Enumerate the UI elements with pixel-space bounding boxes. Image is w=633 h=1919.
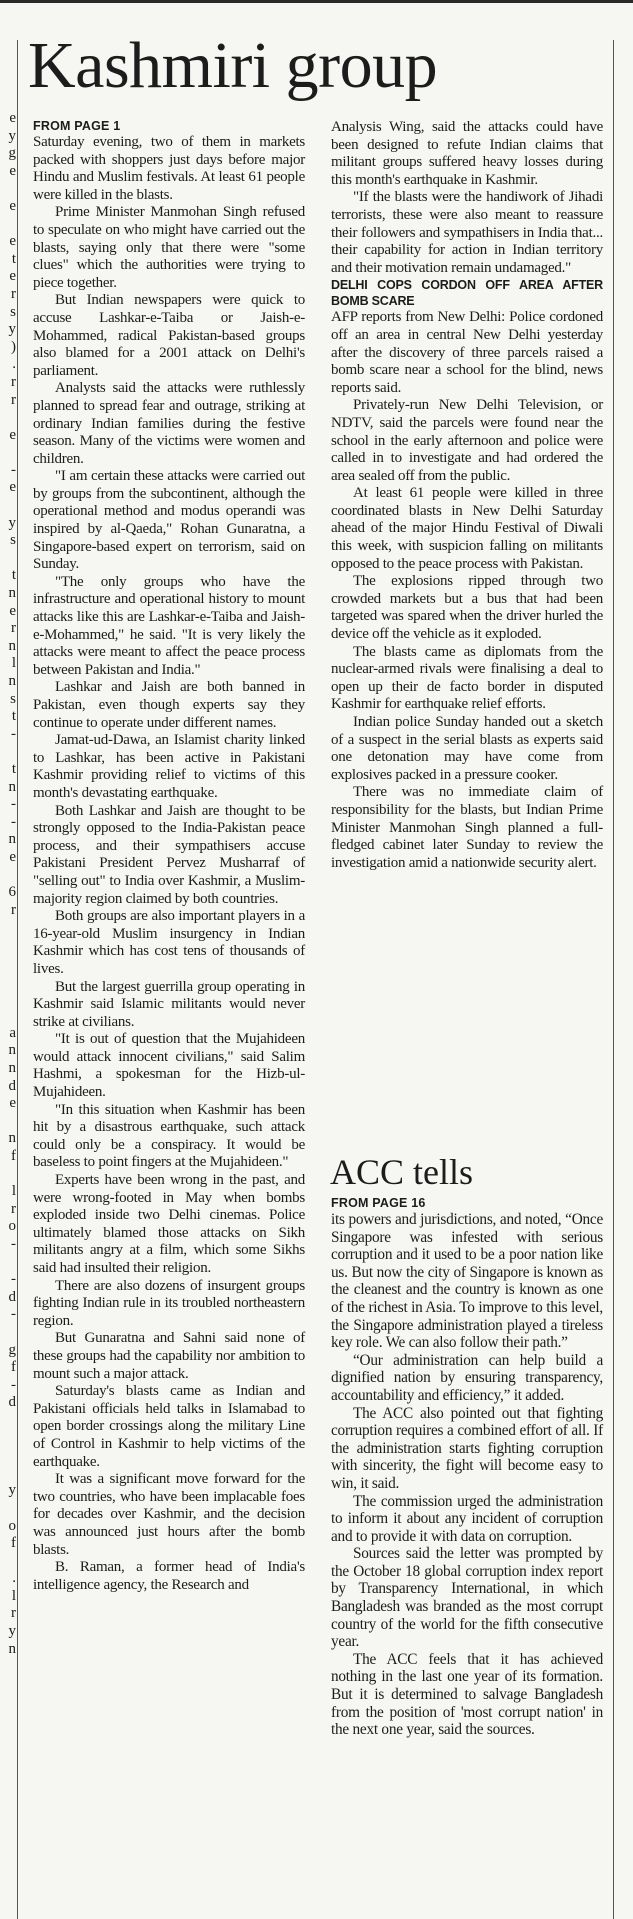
fragment-letter [2, 444, 16, 462]
fragment-letter: n [8, 1060, 16, 1077]
fragment-letter: l [11, 1183, 16, 1200]
story1-column-1 [33, 119, 305, 1594]
fragment-letter: e [9, 602, 16, 619]
paragraph: Both groups are also important players in a 16-year-old Muslim insurgency in Indian Kashmir which has cost tens of thousands of lives. [33, 908, 305, 977]
fragment-letter: f [11, 1535, 16, 1552]
fragment-letter: . [12, 356, 16, 373]
fragment-letter [2, 497, 16, 515]
fragment-letter: y [8, 514, 16, 531]
fragment-letter: e [9, 479, 16, 496]
fragment-letter [2, 990, 16, 1008]
fragment-letter: y [8, 321, 16, 338]
paragraph: The blasts came as diplomats from the nuclear-armed rivals were finalising a deal to open up their de facto border in disputed Kashmir for earthquake relief efforts. [331, 643, 603, 713]
story2-body [331, 1211, 603, 1739]
fragment-letter: t [11, 760, 16, 777]
fragment-letter [2, 1113, 16, 1131]
page-top-border [0, 0, 633, 3]
fragment-letter: - [11, 1271, 16, 1288]
fragment-letter: t [11, 567, 16, 584]
fragment-letter: g [8, 145, 16, 162]
paragraph: "If the blasts were the handiwork of Jihadi terrorists, these were also meant to reassure their followers and sympathisers in India that... their capability for action in Indian territory and their motivation remain undamaged." [331, 189, 603, 276]
fragment-letter: - [11, 796, 16, 813]
jump-kicker: FROM PAGE 1 [33, 119, 121, 133]
story2-column [331, 1196, 603, 1739]
fragment-letter: n [8, 1042, 16, 1059]
paragraph: Lashkar and Jaish are both banned in Pakistan, even though experts say they continue to operate under different names. [33, 679, 305, 731]
jump-kicker: FROM PAGE 16 [331, 1196, 426, 1210]
paragraph: Prime Minister Manmohan Singh refused to speculate on who might have carried out the blasts, saying only that there were "some clues" which the authorities were trying to piece together. [33, 204, 305, 291]
fragment-letter: e [9, 268, 16, 285]
fragment-letter [2, 1430, 16, 1448]
paragraph: But Gunaratna and Sahni said none of these groups had the capability nor ambition to mount such a major attack. [33, 1330, 305, 1382]
fragment-letter: r [11, 391, 16, 408]
headline-acc-tells: ACC tells [330, 1152, 474, 1192]
fragment-letter: r [11, 285, 16, 302]
story1-col1-body [33, 134, 305, 1594]
paragraph: Analysts said the attacks were ruthlessly planned to spread fear and outrage, striking at ordinary Indian families during the festive season. Many of the victims were women and children. [33, 380, 305, 467]
fragment-letter: n [8, 778, 16, 795]
fragment-letter: e [9, 162, 16, 179]
paragraph: Saturday evening, two of them in markets packed with shoppers just days before major Hindu and Muslim festivals. At least 61 people were killed in the blasts. [33, 134, 305, 203]
fragment-letter: t [11, 708, 16, 725]
paragraph: Both Lashkar and Jaish are thought to be strongly opposed to the India-Pakistan peace process, and their sympathisers accuse Pakistani President Pervez Musharraf of "selling out" to India over Kashmir, a Muslim-majority region claimed by both countries. [33, 802, 305, 907]
fragment-letter: - [11, 1376, 16, 1393]
fragment-letter [2, 867, 16, 885]
paragraph: "I am certain these attacks were carried out by groups from the subcontinent, although the operational method and modus operandi was inspired by al-Qaeda," Rohan Gunaratna, a Singapore-based expert on terrorism, said on Sunday. [33, 468, 305, 573]
fragment-letter: - [11, 461, 16, 478]
paragraph: The commission urged the administration to inform it about any incident of corruption and to provide it with data on corruption. [331, 1492, 603, 1545]
fragment-letter [2, 1553, 16, 1571]
paragraph: It was a significant move forward for the two countries, who have been implacable foes for decades over Kashmir, and the decision was announced just hours after the bomb blasts. [33, 1471, 305, 1558]
fragment-letter [2, 1254, 16, 1272]
paragraph: “Our administration can help build a dignified nation by ensuring transparency, accountability and efficiency,” it added. [331, 1351, 603, 1404]
fragment-letter: e [9, 110, 16, 126]
fragment-letter: n [8, 1640, 16, 1657]
fragment-letter: s [10, 532, 16, 549]
fragment-letter: - [11, 725, 16, 742]
fragment-letter: n [8, 637, 16, 654]
paragraph: Jamat-ud-Dawa, an Islamist charity linked to Lashkar, has been active in Pakistani Kashmir providing relief to victims of this month's devastating earthquake. [33, 732, 305, 801]
column-divider-left [17, 40, 18, 1919]
story1-column-2 [331, 119, 603, 872]
fragment-letter: f [11, 1359, 16, 1376]
fragment-letter [2, 919, 16, 937]
fragment-letter: r [11, 620, 16, 637]
fragment-letter: ) [11, 338, 16, 355]
fragment-letter [2, 743, 16, 761]
headline-kashmiri-group: Kashmiri group [28, 29, 438, 102]
paragraph: "It is out of question that the Mujahideen would attack innocent civilians," said Salim Hashmi, a spokesman for the Hizb-ul-Mujahideen. [33, 1031, 305, 1101]
story1-col2-body [331, 119, 603, 277]
fragment-letter: n [8, 831, 16, 848]
fragment-letter: e [9, 426, 16, 443]
paragraph: Analysis Wing, said the attacks could have been designed to refute Indian claims that militant groups suffered heavy losses during this month's earthquake in Kashmir. [331, 119, 603, 188]
fragment-letter [2, 409, 16, 427]
fragment-letter: y [8, 127, 16, 144]
fragment-letter: d [8, 1394, 16, 1411]
fragment-letter: n [8, 585, 16, 602]
fragment-letter [2, 1166, 16, 1184]
fragment-letter [2, 216, 16, 234]
paragraph: At least 61 people were killed in three coordinated blasts in New Delhi Saturday ahead of the major Hindu Festival of Diwali this week, with suspicion falling on militants opposed to the peace process with Pakistan. [331, 485, 603, 572]
fragment-letter [2, 955, 16, 973]
paragraph: The ACC also pointed out that fighting corruption requires a combined effort of all. If the administration starts fighting corruption with sincerity, the fight will become easy to win, it said. [331, 1404, 603, 1492]
fragment-letter: - [11, 813, 16, 830]
fragment-letter: e [9, 197, 16, 214]
paragraph: But the largest guerrilla group operating in Kashmir said Islamic militants would never strike at civilians. [33, 978, 305, 1030]
paragraph: The explosions ripped through two crowded markets but a bus that had been targeted was spared when the driver hurled the device off the vehicle as it exploded. [331, 573, 603, 643]
fragment-letter: e [9, 1095, 16, 1112]
fragment-letter [2, 1447, 16, 1465]
paragraph: Privately-run New Delhi Television, or NDTV, said the parcels were found near the school in the early afternoon and police were called in to investigate and had ordered the area sealed off from the public. [331, 397, 603, 484]
fragment-letter [2, 180, 16, 198]
fragment-letter [2, 1465, 16, 1483]
paragraph: Sources said the letter was prompted by the October 18 global corruption index report by Transparency International, in which Bangladesh was branded as the most corrupt country of the world for the fifth consecutive year. [331, 1545, 603, 1651]
fragment-letter: o [8, 1218, 16, 1235]
paragraph: The ACC feels that it has achieved nothing in the last one year of its formation. But it is determined to salvage Bangladesh from the position of 'most corrupt nation' in the next one year, said the sources. [331, 1650, 603, 1739]
fragment-letter [2, 550, 16, 568]
paragraph: Experts have been wrong in the past, and were wrong-footed in May when bombs exploded inside two Delhi cinemas. Police ultimately blamed those attacks on Sikh militants angry at a film, which some Sikhs said had insulted their religion. [33, 1172, 305, 1276]
paragraph: its powers and jurisdictions, and noted, “Once Singapore was infested with serious corruption and it used to be a poor nation like us. But now the city of Singapore is known as the cleanest and the country is known as one of the richest in Asia. To improve to this level, the Singapore administration played a tireless key role. We can also follow their path.” [331, 1211, 603, 1352]
paragraph: "The only groups who have the infrastructure and operational history to mount attacks like this are Lashkar-e-Taiba and Jaish-e-Mohammed," he said. "It is very likely the attacks were meant to affect the peace process between Pakistan and India." [33, 573, 305, 678]
subheadline: DELHI COPS CORDON OFF AREA AFTER BOMB SCARE [331, 278, 603, 309]
fragment-letter: l [11, 1587, 16, 1604]
fragment-letter: d [8, 1288, 16, 1305]
paragraph: There are also dozens of insurgent groups fighting Indian rule in its troubled northeastern region. [33, 1277, 305, 1329]
fragment-letter: d [8, 1077, 16, 1094]
fragment-letter [2, 1324, 16, 1342]
paragraph: B. Raman, a former head of India's intelligence agency, the Research and [33, 1559, 305, 1593]
fragment-letter [2, 937, 16, 955]
fragment-letter: t [11, 250, 16, 267]
fragment-letter [2, 1412, 16, 1430]
fragment-letter: 6 [8, 884, 16, 901]
fragment-letter [2, 972, 16, 990]
fragment-letter: f [11, 1148, 16, 1165]
paragraph: But Indian newspapers were quick to accuse Lashkar-e-Taiba or Jaish-e-Mohammed, radical Pakistan-based groups also blamed for a 2001 attack on Delhi's parliament. [33, 292, 305, 379]
fragment-letter: e [9, 233, 16, 250]
fragment-letter: g [8, 1341, 16, 1358]
paragraph: AFP reports from New Delhi: Police cordoned off an area in central New Delhi yesterday after the discovery of three parcels raised a bomb scare near a school for the blind, news reports said. [331, 309, 603, 396]
fragment-letter: - [11, 1236, 16, 1252]
fragment-letter: e [9, 848, 16, 865]
fragment-letter: n [8, 673, 16, 689]
paragraph: Saturday's blasts came as Indian and Pakistani officials held talks in Islamabad to open border crossings along the military Line of Control in Kashmir to help victims of the earthquake. [33, 1383, 305, 1470]
adjacent-column-fragments [2, 110, 16, 1658]
paragraph: Indian police Sunday handed out a sketch of a suspect in the serial blasts as experts said one detonation may have come from explosives packed in a pressure cooker. [331, 714, 603, 783]
fragment-letter: y [8, 1623, 16, 1640]
story1-col2-sidebar-body [331, 309, 603, 872]
paragraph: There was no immediate claim of responsibility for the blasts, but Indian Prime Minister Manmohan Singh planned a full-fledged cabinet later Sunday to review the investigation amid a nationwide security alert. [331, 784, 603, 871]
fragment-letter: o [8, 1517, 16, 1534]
fragment-letter: l [11, 655, 16, 672]
fragment-letter: y [8, 1482, 16, 1499]
fragment-letter [2, 1007, 16, 1025]
fragment-letter: a [9, 1024, 16, 1041]
fragment-letter: r [11, 1200, 16, 1217]
fragment-letter: r [11, 373, 16, 390]
fragment-letter: . [12, 1570, 16, 1587]
fragment-letter: - [11, 1306, 16, 1323]
fragment-letter [2, 1500, 16, 1518]
fragment-letter: s [10, 690, 16, 707]
fragment-letter: r [11, 1605, 16, 1622]
fragment-letter: r [11, 901, 16, 918]
fragment-letter: n [8, 1130, 16, 1147]
fragment-letter: s [10, 303, 16, 320]
column-divider-right [613, 40, 614, 1919]
paragraph: "In this situation when Kashmir has been hit by a disastrous earthquake, such attack could only be a conspiracy. It would be baseless to point fingers at the Mujahideen." [33, 1101, 305, 1171]
